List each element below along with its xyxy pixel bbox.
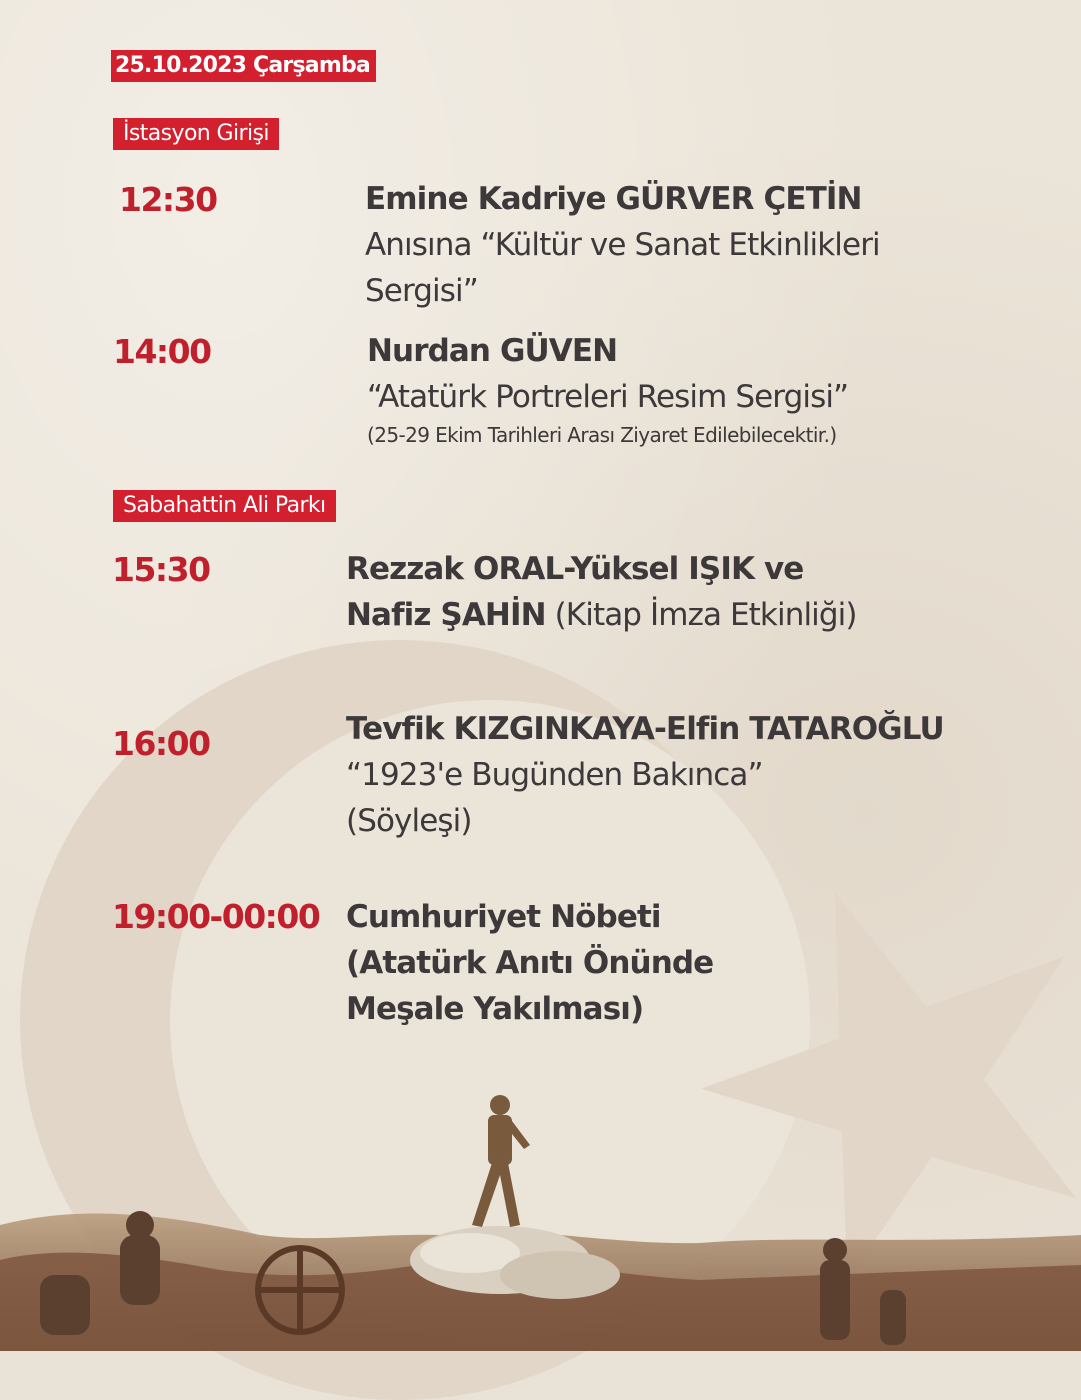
event-time: 12:30 — [119, 180, 217, 219]
event-description: Sergisi” — [365, 273, 478, 309]
location-badge-sabahattin: Sabahattin Ali Parkı — [113, 490, 336, 522]
event-time: 14:00 — [113, 332, 211, 371]
event-title: Rezzak ORAL-Yüksel IŞIK ve — [346, 551, 804, 587]
event-description: (Atatürk Anıtı Önünde — [346, 945, 714, 981]
event-author: Nafiz ŞAHİN — [346, 597, 546, 633]
event-details — [346, 894, 713, 1032]
event-description: “Atatürk Portreleri Resim Sergisi” — [367, 379, 849, 415]
event-title: Tevfik KIZGINKAYA-Elfin TATAROĞLU — [346, 711, 944, 747]
event-description: “1923'e Bugünden Bakınca” — [346, 757, 763, 793]
event-details — [346, 546, 857, 638]
battlefield-scene-icon — [0, 1085, 1081, 1351]
event-title: Nurdan GÜVEN — [367, 333, 618, 369]
event-details — [346, 706, 944, 844]
event-time: 15:30 — [112, 550, 210, 589]
event-description: Meşale Yakılması) — [346, 991, 644, 1027]
date-badge: 25.10.2023 Çarşamba — [111, 50, 376, 82]
event-time: 16:00 — [112, 724, 210, 763]
event-description — [346, 592, 857, 638]
event-title: Emine Kadriye GÜRVER ÇETİN — [365, 181, 862, 217]
location-badge-istasyon: İstasyon Girişi — [113, 118, 279, 150]
event-description: Anısına “Kültür ve Sanat Etkinlikleri — [365, 227, 880, 263]
event-time: 19:00-00:00 — [112, 897, 320, 936]
event-type: (Kitap İmza Etkinliği) — [545, 597, 857, 633]
event-title: Cumhuriyet Nöbeti — [346, 899, 661, 935]
event-note: (25-29 Ekim Tarihleri Arası Ziyaret Edilebilecektir.) — [367, 423, 837, 447]
event-details — [367, 328, 848, 450]
event-description: (Söyleşi) — [346, 803, 472, 839]
event-details — [365, 176, 880, 314]
